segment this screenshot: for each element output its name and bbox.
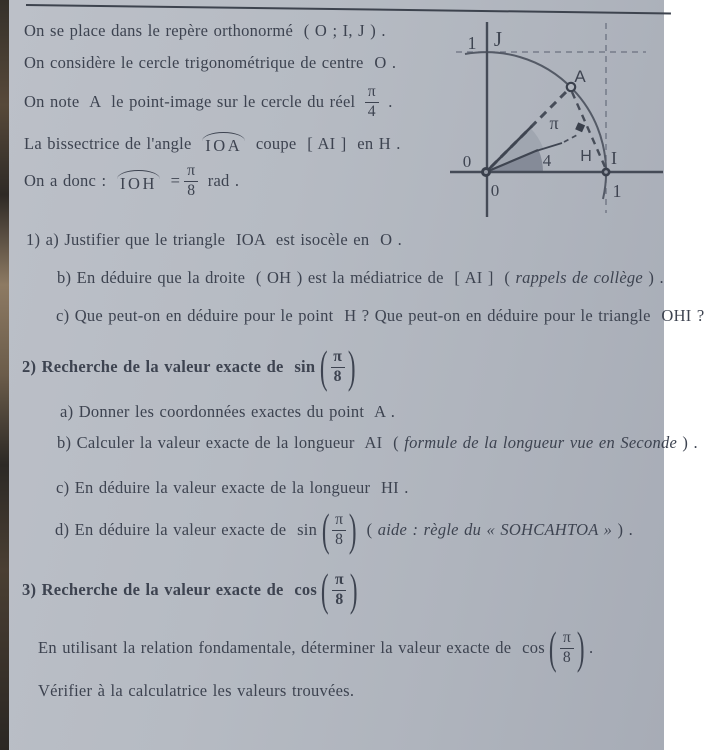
bisector-dashed-extension — [564, 135, 577, 142]
intro-text-3-end: . — [382, 92, 393, 111]
intro-text-1: On se place dans le repère orthonormé ( O ; I, J ) . — [24, 21, 386, 40]
intro-line-3 — [24, 82, 393, 122]
label-0-bottom: 0 — [490, 181, 500, 200]
label-pi: π — [549, 113, 559, 133]
question-3-title — [22, 563, 356, 617]
question-2c-text: c) En déduire la valeur exacte de la longueur HI . — [56, 478, 409, 497]
question-3-text-2: Vérifier à la calculatrice les valeurs trouvées. — [38, 681, 355, 700]
right-angle-marker — [575, 122, 585, 132]
photo-left-edge — [0, 0, 9, 750]
label-h: H — [580, 148, 592, 165]
question-2b-text: b) Calculer la valeur exacte de la longueur AI ( — [57, 433, 405, 452]
fraction-numerator: π — [367, 83, 376, 101]
right-parenthesis: ) — [576, 622, 585, 674]
fraction-pi-8 — [332, 572, 347, 608]
fraction-numerator: π — [335, 511, 344, 529]
intro-text-4-end: coupe [ AI ] en H . — [245, 133, 401, 153]
left-parenthesis: ( — [321, 564, 330, 616]
question-2d — [55, 503, 633, 557]
intro-line-4 — [24, 131, 401, 156]
point-o-center — [484, 170, 488, 174]
question-3-title-text: 3) Recherche de la valeur exacte de cos — [22, 580, 323, 599]
label-1-right: 1 — [612, 181, 622, 201]
fraction-denominator: 4 — [365, 102, 379, 120]
question-2d-end: ) . — [612, 520, 634, 539]
fraction-numerator: π — [335, 571, 344, 589]
question-2b-hint: formule de la longueur vue en Seconde — [404, 433, 678, 452]
angle-ioa-notation: IOA — [202, 131, 245, 156]
question-1c-text: c) Que peut-on en déduire pour le point H ? Que peut-on en déduire pour le triangle OHI ? — [56, 306, 704, 325]
fraction-pi-8 — [560, 630, 574, 666]
right-parenthesis: ) — [349, 564, 358, 616]
fraction-numerator: π — [333, 348, 343, 366]
left-parenthesis: ( — [321, 504, 330, 556]
question-2-title — [22, 340, 355, 394]
right-parenthesis: ) — [347, 341, 356, 393]
question-3-line-2 — [38, 681, 354, 701]
intro-text-4: La bissectrice de l'angle — [24, 133, 203, 153]
question-1b — [57, 268, 664, 288]
question-1a — [26, 230, 402, 250]
intro-line-5 — [24, 160, 239, 202]
intro-line-2 — [24, 53, 396, 73]
right-parenthesis: ) — [349, 504, 357, 556]
top-rule-line — [26, 4, 671, 14]
question-2c — [56, 478, 409, 498]
question-2a — [60, 402, 395, 422]
question-2-title-text: 2) Recherche de la valeur exacte de sin — [22, 357, 321, 376]
unit-circle-diagram — [450, 15, 664, 220]
equals-sign: = — [159, 171, 181, 190]
label-1-top: 1 — [467, 33, 477, 53]
fraction-pi-8 — [332, 512, 346, 548]
fraction-pi-4 — [365, 84, 379, 120]
unit-circle-figure — [450, 15, 664, 220]
question-1b-text: b) En déduire que la droite ( OH ) est la médiatrice de [ AI ] ( — [57, 268, 516, 287]
intro-text-5: On a donc : — [24, 171, 118, 190]
question-3-line-1 — [38, 620, 593, 676]
label-a: A — [574, 67, 586, 86]
fraction-pi-8 — [330, 349, 345, 385]
question-2b-end: ) . — [677, 433, 698, 452]
question-2d-text: d) En déduire la valeur exacte de sin — [55, 520, 323, 539]
fraction-denominator: 8 — [332, 590, 346, 608]
question-1a-text: 1) a) Justifier que le triangle IOA est isocèle en O . — [26, 230, 403, 249]
left-parenthesis: ( — [549, 622, 557, 674]
angle-ioh-notation: IOH — [117, 169, 160, 194]
question-2a-text: a) Donner les coordonnées exactes du point A . — [60, 402, 396, 421]
left-parenthesis: ( — [319, 341, 328, 393]
fraction-numerator: π — [187, 162, 196, 180]
question-3-text-1: En utilisant la relation fondamentale, déterminer la valeur exacte de cos — [38, 638, 551, 657]
fraction-denominator: 8 — [331, 367, 345, 385]
question-1b-hint: rappels de collège — [515, 268, 643, 287]
fraction-denominator: 8 — [332, 530, 346, 548]
label-0-left: 0 — [462, 152, 472, 171]
question-1b-end: ) . — [642, 268, 664, 287]
question-2b — [57, 433, 698, 453]
question-1c — [56, 306, 704, 326]
point-i-center — [604, 170, 608, 174]
intro-text-2: On considère le cercle trigonométrique de centre O . — [24, 53, 397, 72]
question-3-text-1-end: . — [583, 638, 594, 657]
label-j: J — [493, 27, 503, 51]
label-i: I — [611, 148, 617, 168]
intro-line-1 — [24, 21, 386, 41]
intro-text-5-end: rad . — [202, 171, 240, 190]
fraction-denominator: 8 — [184, 181, 198, 199]
question-2d-mid: ( — [355, 520, 378, 539]
question-2d-hint: aide : règle du « SOHCAHTOA » — [377, 520, 613, 539]
fraction-denominator: 8 — [560, 648, 574, 666]
fraction-pi-8 — [184, 163, 198, 199]
fraction-numerator: π — [562, 629, 571, 647]
label-4: 4 — [542, 151, 552, 170]
intro-text-3: On note A le point-image sur le cercle du réel — [24, 92, 361, 111]
